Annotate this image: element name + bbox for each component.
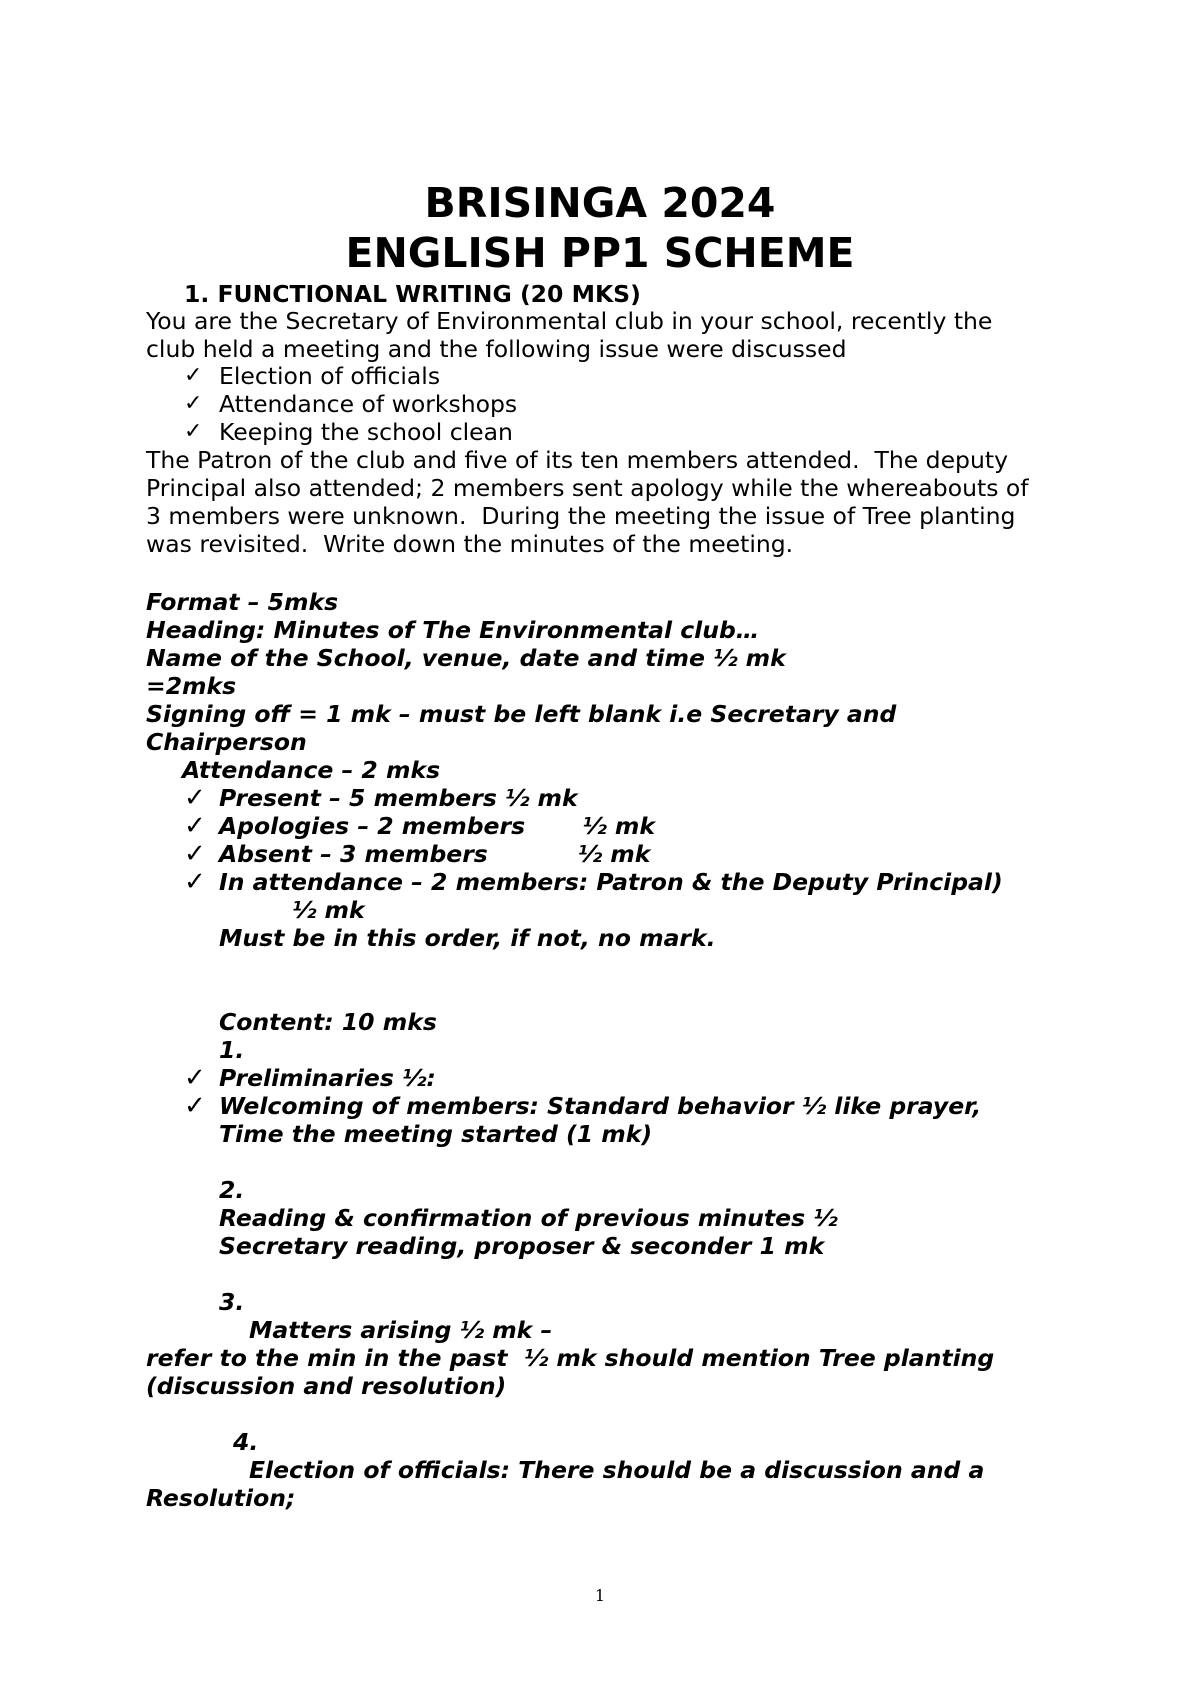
attendance-absent: Absent – 3 members ½ mk: [219, 840, 651, 868]
scheme-heading: Heading: Minutes of The Environmental club…: [146, 616, 760, 644]
check-icon: ✓: [184, 391, 203, 416]
scheme-format: Format – 5mks: [146, 588, 339, 616]
attendance-present: Present – 5 members ½ mk: [219, 784, 578, 812]
check-icon: ✓: [184, 811, 206, 841]
content-heading: Content: 10 mks: [219, 1008, 437, 1036]
prompt-line: You are the Secretary of Environmental club in your school, recently the: [146, 307, 993, 335]
check-icon: ✓: [184, 363, 203, 388]
issue-item: Election of officials: [219, 362, 441, 390]
page-number: 1: [594, 1586, 606, 1605]
content-resolution: Resolution;: [146, 1484, 296, 1512]
check-icon: ✓: [184, 783, 206, 813]
paragraph-line: was revisited. Write down the minutes of the meeting.: [146, 530, 794, 558]
check-icon: ✓: [184, 1091, 206, 1121]
section-number: 3.: [219, 1288, 245, 1316]
paragraph-line: The Patron of the club and five of its ten members attended. The deputy: [146, 446, 1008, 474]
content-matters: Matters arising ½ mk –: [249, 1316, 553, 1344]
half-mark: ½ mk: [292, 896, 365, 924]
section-number: 4.: [233, 1428, 259, 1456]
check-icon: ✓: [184, 419, 203, 444]
section-number: 1.: [219, 1036, 245, 1064]
content-refer: refer to the min in the past ½ mk should mention Tree planting: [146, 1344, 995, 1372]
prompt-line: club held a meeting and the following issue were discussed: [146, 335, 847, 363]
question-heading: 1. FUNCTIONAL WRITING (20 MKS): [184, 280, 641, 308]
content-election: Election of officials: There should be a discussion and a: [249, 1456, 985, 1484]
scheme-equals: =2mks: [146, 672, 237, 700]
content-secretary: Secretary reading, proposer & seconder 1 mk: [219, 1232, 825, 1260]
content-time: Time the meeting started (1 mk): [219, 1120, 653, 1148]
document-subtitle: ENGLISH PP1 SCHEME: [345, 229, 855, 277]
paragraph-line: 3 members were unknown. During the meeting the issue of Tree planting: [146, 502, 1016, 530]
check-icon: ✓: [184, 1063, 206, 1093]
scheme-signing: Chairperson: [146, 728, 307, 756]
check-icon: ✓: [184, 867, 206, 897]
issue-item: Keeping the school clean: [219, 418, 513, 446]
order-note: Must be in this order, if not, no mark.: [219, 924, 716, 952]
paragraph-line: Principal also attended; 2 members sent apology while the whereabouts of: [146, 474, 1029, 502]
scheme-name: Name of the School, venue, date and time ½ mk: [146, 644, 786, 672]
attendance-apologies: Apologies – 2 members ½ mk: [219, 812, 655, 840]
content-prelim: Preliminaries ½:: [219, 1064, 436, 1092]
content-welcome: Welcoming of members: Standard behavior ½ like prayer,: [219, 1092, 982, 1120]
attendance-in-attendance: In attendance – 2 members: Patron & the Deputy Principal): [219, 868, 1003, 896]
content-discussion: (discussion and resolution): [146, 1372, 507, 1400]
content-reading: Reading & confirmation of previous minutes ½: [219, 1204, 838, 1232]
scheme-signing: Signing off = 1 mk – must be left blank i.e Secretary and: [146, 700, 897, 728]
check-icon: ✓: [184, 839, 206, 869]
document-title: BRISINGA 2024: [424, 179, 776, 227]
section-number: 2.: [219, 1176, 245, 1204]
scheme-attendance: Attendance – 2 mks: [182, 756, 441, 784]
issue-item: Attendance of workshops: [219, 390, 518, 418]
